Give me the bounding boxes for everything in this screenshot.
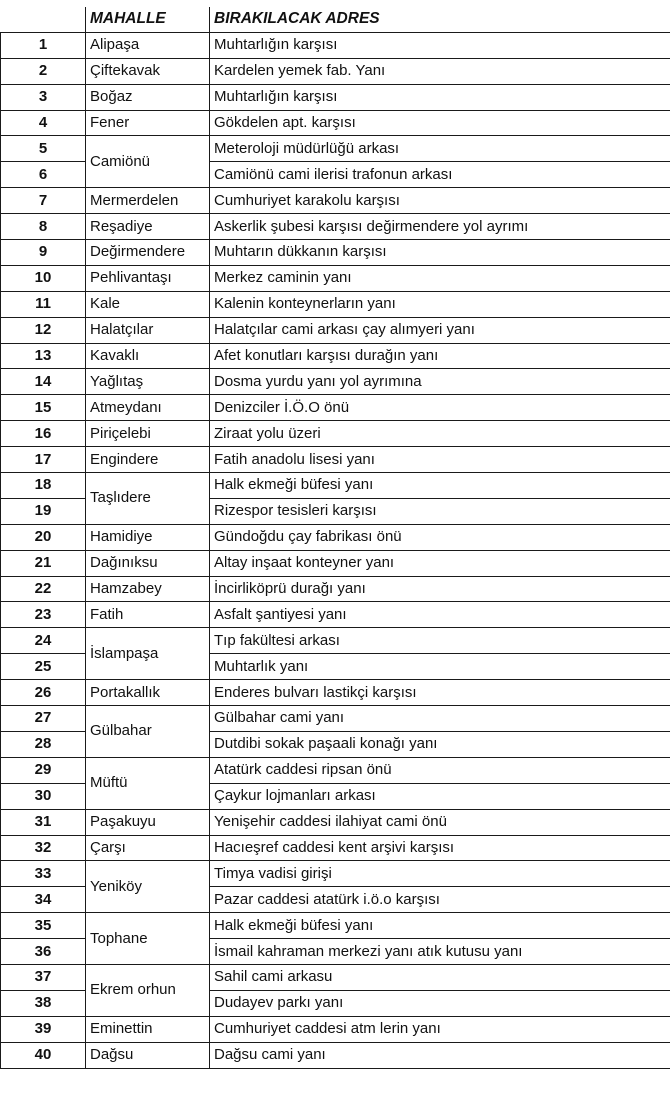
row-number: 8 bbox=[1, 214, 86, 240]
row-number: 7 bbox=[1, 188, 86, 214]
address-cell: Muhtarlık yanı bbox=[210, 654, 670, 680]
address-cell: Afet konutları karşısı durağın yanı bbox=[210, 343, 670, 369]
table-row bbox=[1, 1042, 670, 1068]
address-cell: Meteroloji müdürlüğü arkası bbox=[210, 136, 670, 162]
address-cell: Cumhuriyet karakolu karşısı bbox=[210, 188, 670, 214]
row-number: 19 bbox=[1, 498, 86, 524]
neighborhood-cell: Portakallık bbox=[86, 680, 210, 706]
neighborhood-cell: Tophane bbox=[86, 913, 210, 965]
table-row bbox=[1, 32, 670, 58]
row-number: 29 bbox=[1, 757, 86, 783]
address-cell: Çaykur lojmanları arkası bbox=[210, 783, 670, 809]
table-row bbox=[1, 809, 670, 835]
neighborhood-cell: Reşadiye bbox=[86, 214, 210, 240]
table-row bbox=[1, 602, 670, 628]
neighborhood-cell: Halatçılar bbox=[86, 317, 210, 343]
table-row bbox=[1, 913, 670, 939]
address-cell: Kalenin konteynerların yanı bbox=[210, 291, 670, 317]
address-cell: Dudayev parkı yanı bbox=[210, 990, 670, 1016]
table-row bbox=[1, 317, 670, 343]
address-cell: Muhtarlığın karşısı bbox=[210, 32, 670, 58]
address-cell: Denizciler İ.Ö.O önü bbox=[210, 395, 670, 421]
table-row bbox=[1, 964, 670, 990]
row-number: 1 bbox=[1, 32, 86, 58]
neighborhood-cell: Fener bbox=[86, 110, 210, 136]
table-row bbox=[1, 861, 670, 887]
row-number: 34 bbox=[1, 887, 86, 913]
neighborhood-cell: Hamidiye bbox=[86, 524, 210, 550]
table-row bbox=[1, 706, 670, 732]
address-cell: Muhtarlığın karşısı bbox=[210, 84, 670, 110]
address-cell: Cumhuriyet caddesi atm lerin yanı bbox=[210, 1016, 670, 1042]
table-row bbox=[1, 395, 670, 421]
row-number: 32 bbox=[1, 835, 86, 861]
address-cell: Hacıeşref caddesi kent arşivi karşısı bbox=[210, 835, 670, 861]
address-cell: Dutdibi sokak paşaali konağı yanı bbox=[210, 731, 670, 757]
table-row bbox=[1, 188, 670, 214]
row-number: 22 bbox=[1, 576, 86, 602]
neighborhood-cell: Alipaşa bbox=[86, 32, 210, 58]
row-number: 17 bbox=[1, 447, 86, 473]
table-row bbox=[1, 240, 670, 266]
header-number bbox=[1, 7, 86, 32]
table-body bbox=[1, 7, 670, 1068]
neighborhood-cell: Dağsu bbox=[86, 1042, 210, 1068]
neighborhood-cell: Müftü bbox=[86, 757, 210, 809]
address-cell: Fatih anadolu lisesi yanı bbox=[210, 447, 670, 473]
row-number: 38 bbox=[1, 990, 86, 1016]
row-number: 26 bbox=[1, 680, 86, 706]
address-cell: Askerlik şubesi karşısı değirmendere yol ayrımı bbox=[210, 214, 670, 240]
row-number: 30 bbox=[1, 783, 86, 809]
row-number: 24 bbox=[1, 628, 86, 654]
neighborhood-cell: Gülbahar bbox=[86, 706, 210, 758]
address-table bbox=[0, 7, 670, 1069]
row-number: 23 bbox=[1, 602, 86, 628]
header-row bbox=[1, 7, 670, 32]
address-cell: Enderes bulvarı lastikçi karşısı bbox=[210, 680, 670, 706]
table-row bbox=[1, 58, 670, 84]
row-number: 4 bbox=[1, 110, 86, 136]
table-row bbox=[1, 576, 670, 602]
address-cell: Camiönü cami ilerisi trafonun arkası bbox=[210, 162, 670, 188]
neighborhood-cell: Boğaz bbox=[86, 84, 210, 110]
table-row bbox=[1, 136, 670, 162]
address-cell: Sahil cami arkasu bbox=[210, 964, 670, 990]
address-cell: Halatçılar cami arkası çay alımyeri yanı bbox=[210, 317, 670, 343]
neighborhood-cell: Engindere bbox=[86, 447, 210, 473]
neighborhood-cell: Çarşı bbox=[86, 835, 210, 861]
row-number: 25 bbox=[1, 654, 86, 680]
row-number: 6 bbox=[1, 162, 86, 188]
neighborhood-cell: Hamzabey bbox=[86, 576, 210, 602]
neighborhood-cell: Paşakuyu bbox=[86, 809, 210, 835]
neighborhood-cell: Ekrem orhun bbox=[86, 964, 210, 1016]
address-cell: Halk ekmeği büfesi yanı bbox=[210, 913, 670, 939]
row-number: 40 bbox=[1, 1042, 86, 1068]
row-number: 33 bbox=[1, 861, 86, 887]
row-number: 27 bbox=[1, 706, 86, 732]
row-number: 16 bbox=[1, 421, 86, 447]
row-number: 3 bbox=[1, 84, 86, 110]
table-row bbox=[1, 265, 670, 291]
table-row bbox=[1, 757, 670, 783]
neighborhood-cell: Dağınıksu bbox=[86, 550, 210, 576]
header-neighborhood: MAHALLE bbox=[86, 7, 210, 32]
row-number: 15 bbox=[1, 395, 86, 421]
address-cell: Muhtarın dükkanın karşısı bbox=[210, 240, 670, 266]
row-number: 36 bbox=[1, 939, 86, 965]
address-cell: Gökdelen apt. karşısı bbox=[210, 110, 670, 136]
table-row bbox=[1, 524, 670, 550]
table-row bbox=[1, 628, 670, 654]
address-cell: Kardelen yemek fab. Yanı bbox=[210, 58, 670, 84]
neighborhood-cell: Yağlıtaş bbox=[86, 369, 210, 395]
row-number: 28 bbox=[1, 731, 86, 757]
neighborhood-cell: Piriçelebi bbox=[86, 421, 210, 447]
neighborhood-cell: Pehlivantaşı bbox=[86, 265, 210, 291]
address-cell: Dağsu cami yanı bbox=[210, 1042, 670, 1068]
address-cell: Ziraat yolu üzeri bbox=[210, 421, 670, 447]
row-number: 12 bbox=[1, 317, 86, 343]
row-number: 14 bbox=[1, 369, 86, 395]
row-number: 10 bbox=[1, 265, 86, 291]
row-number: 37 bbox=[1, 964, 86, 990]
table-row bbox=[1, 421, 670, 447]
row-number: 13 bbox=[1, 343, 86, 369]
address-cell: Tıp fakültesi arkası bbox=[210, 628, 670, 654]
row-number: 35 bbox=[1, 913, 86, 939]
table-row bbox=[1, 447, 670, 473]
address-cell: İncirliköprü durağı yanı bbox=[210, 576, 670, 602]
row-number: 20 bbox=[1, 524, 86, 550]
spreadsheet bbox=[0, 7, 670, 1069]
neighborhood-cell: Camiönü bbox=[86, 136, 210, 188]
address-cell: İsmail kahraman merkezi yanı atık kutusu yanı bbox=[210, 939, 670, 965]
neighborhood-cell: Çiftekavak bbox=[86, 58, 210, 84]
address-cell: Pazar caddesi atatürk i.ö.o karşısı bbox=[210, 887, 670, 913]
row-number: 11 bbox=[1, 291, 86, 317]
table-row bbox=[1, 343, 670, 369]
neighborhood-cell: Taşlıdere bbox=[86, 473, 210, 525]
neighborhood-cell: Eminettin bbox=[86, 1016, 210, 1042]
address-cell: Yenişehir caddesi ilahiyat cami önü bbox=[210, 809, 670, 835]
table-row bbox=[1, 835, 670, 861]
neighborhood-cell: Yeniköy bbox=[86, 861, 210, 913]
table-row bbox=[1, 680, 670, 706]
address-cell: Gündoğdu çay fabrikası önü bbox=[210, 524, 670, 550]
neighborhood-cell: Kavaklı bbox=[86, 343, 210, 369]
table-row bbox=[1, 291, 670, 317]
address-cell: Merkez caminin yanı bbox=[210, 265, 670, 291]
table-row bbox=[1, 369, 670, 395]
row-number: 39 bbox=[1, 1016, 86, 1042]
table-row bbox=[1, 214, 670, 240]
neighborhood-cell: İslampaşa bbox=[86, 628, 210, 680]
row-number: 31 bbox=[1, 809, 86, 835]
table-row bbox=[1, 550, 670, 576]
address-cell: Atatürk caddesi ripsan önü bbox=[210, 757, 670, 783]
neighborhood-cell: Kale bbox=[86, 291, 210, 317]
table-row bbox=[1, 473, 670, 499]
table-row bbox=[1, 84, 670, 110]
neighborhood-cell: Mermerdelen bbox=[86, 188, 210, 214]
row-number: 2 bbox=[1, 58, 86, 84]
address-cell: Halk ekmeği büfesi yanı bbox=[210, 473, 670, 499]
address-cell: Rizespor tesisleri karşısı bbox=[210, 498, 670, 524]
address-cell: Timya vadisi girişi bbox=[210, 861, 670, 887]
row-number: 21 bbox=[1, 550, 86, 576]
address-cell: Asfalt şantiyesi yanı bbox=[210, 602, 670, 628]
table-row bbox=[1, 110, 670, 136]
address-cell: Dosma yurdu yanı yol ayrımına bbox=[210, 369, 670, 395]
address-cell: Gülbahar cami yanı bbox=[210, 706, 670, 732]
header-address: BIRAKILACAK ADRES bbox=[210, 7, 670, 32]
neighborhood-cell: Fatih bbox=[86, 602, 210, 628]
address-cell: Altay inşaat konteyner yanı bbox=[210, 550, 670, 576]
row-number: 5 bbox=[1, 136, 86, 162]
neighborhood-cell: Atmeydanı bbox=[86, 395, 210, 421]
table-row bbox=[1, 1016, 670, 1042]
row-number: 9 bbox=[1, 240, 86, 266]
row-number: 18 bbox=[1, 473, 86, 499]
neighborhood-cell: Değirmendere bbox=[86, 240, 210, 266]
